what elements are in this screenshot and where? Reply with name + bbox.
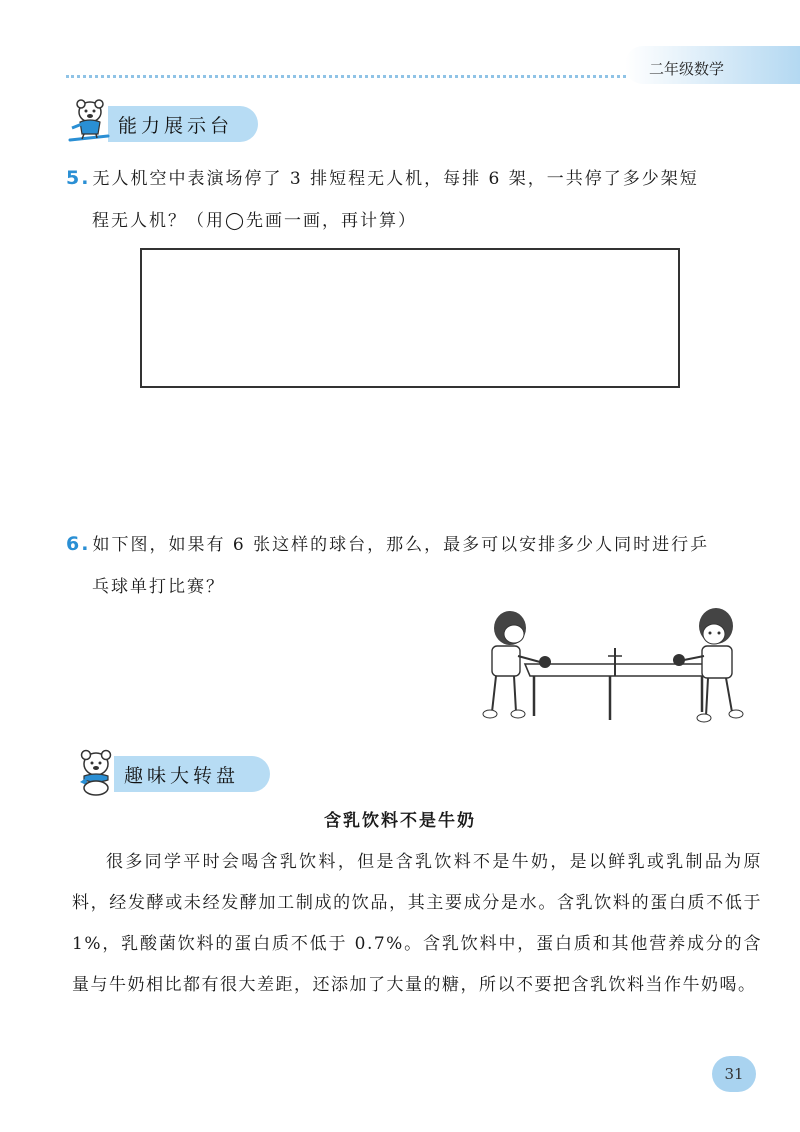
grade-tab [625,46,800,84]
ability-section-title: 能力展示台 [118,114,234,137]
article-paragraph: 很多同学平时会喝含乳饮料，但是含乳饮料不是牛奶，是以鲜乳或乳制品为原料，经发酵或未经发酵加工制成的饮品，其主要成分是水。含乳饮料的蛋白质不低于 1%，乳酸菌饮料的蛋白质不低于 0.7%。含乳饮料中，蛋白质和其他营养成分的含量与牛奶相比都有很大差距，还添加了大量的糖，所以不要把含乳饮料当作牛奶喝。 [72,852,762,995]
q5-text-line1: 无人机空中表演场停了 3 排短程无人机，每排 6 架，一共停了多少架短 [92,169,699,189]
q6-text-line1: 如下图，如果有 6 张这样的球台，那么，最多可以安排多少人同时进行乒 [92,535,710,555]
q6-text-line2: 乓球单打比赛？ [92,577,225,597]
q5-drawing-box[interactable] [140,248,680,388]
header-dotted-line [66,75,626,78]
q6-line1 [66,530,709,555]
article-title: 含乳饮料不是牛奶 [324,811,476,831]
q5-line1 [66,164,699,189]
grade-label: 二年级数学 [649,60,725,78]
article-body [72,842,762,1006]
ability-section-banner [108,106,258,142]
q6-number: 6. [66,533,91,555]
ping-pong-illustration [470,604,760,724]
q5-number: 5. [66,167,91,189]
page-number: 31 [712,1056,756,1092]
fun-section-title: 趣味大转盘 [124,764,240,787]
bear-mascot-icon [72,746,118,796]
skiing-bear-icon [66,96,112,146]
q5-text-line2: 程无人机？（用◯先画一画，再计算） [92,211,418,231]
fun-section-banner [114,756,270,792]
